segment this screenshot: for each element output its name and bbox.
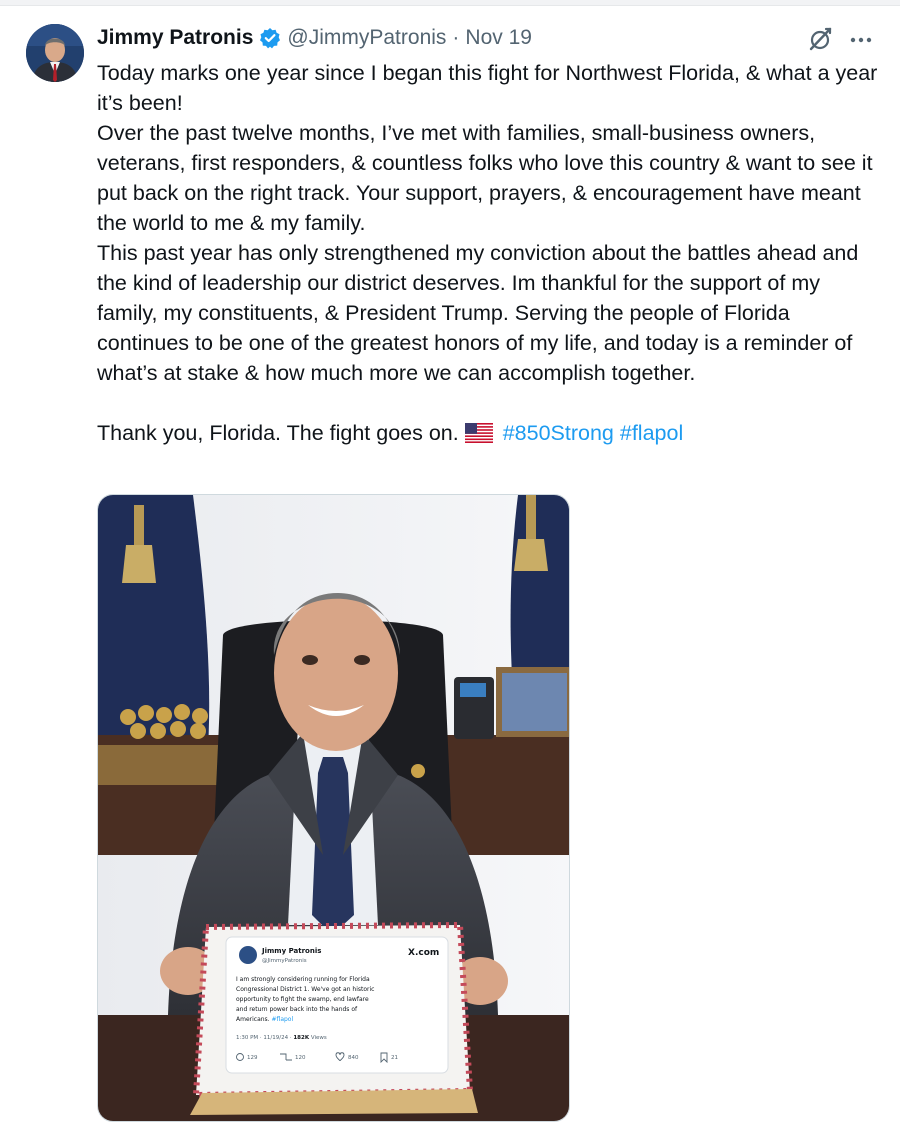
author-handle[interactable]: @JimmyPatronis: [287, 26, 447, 49]
cake-card-likes: 840: [348, 1055, 359, 1061]
cake-card-meta: [236, 1035, 327, 1041]
tweet[interactable]: [0, 6, 900, 1129]
cake-card-views: 182K: [293, 1035, 310, 1041]
grok-icon[interactable]: [806, 24, 836, 54]
tweet-closing-line: [97, 418, 882, 448]
hashtag-850strong[interactable]: #850Strong: [502, 421, 614, 445]
tweet-paragraph: Today marks one year since I began this fight for Northwest Florida, & what a year it’s been!: [97, 61, 878, 115]
post-photo[interactable]: [97, 494, 570, 1122]
hashtag-flapol[interactable]: #flapol: [619, 421, 684, 445]
cake-card-text-line: and return power back into the hands of: [236, 1006, 358, 1013]
tweet-paragraph: This past year has only strengthened my conviction about the battles ahead and the kind of leadership our district deserves. Im thankful for the support of my family, my constituents, & President Trump. Serving the people of Florida continues to be one of the greatest honors of my life, and today is a reminder of what’s at stake & how much more we can accomplish together.: [97, 241, 859, 385]
cake-card-handle: @JimmyPatronis: [262, 958, 307, 964]
cake-card-reposts: 120: [295, 1055, 306, 1061]
cake-card-text-line: opportunity to fight the swamp, end lawfare: [236, 996, 369, 1003]
cake-card-last-line: [236, 1016, 293, 1023]
tweet-paragraph: Over the past twelve months, I’ve met with families, small-business owners, veterans, first responders, & countless folks who love this country & want to see it put back on the right track. Your support, prayers, & encouragement have meant the world to me & my family.: [97, 121, 873, 235]
author-name[interactable]: Jimmy Patronis: [97, 26, 254, 49]
cake-card-views-label: Views: [310, 1035, 327, 1041]
cake-card-time: 1:30 PM · 11/19/24 ·: [236, 1035, 292, 1041]
tweet-text: [97, 58, 882, 448]
cake-card-bookmarks: 21: [391, 1055, 398, 1061]
tweet-header: [97, 24, 532, 52]
avatar[interactable]: [26, 24, 84, 82]
cake-card-text-line: I am strongly considering running for Florida: [236, 976, 370, 983]
post-date[interactable]: Nov 19: [465, 26, 532, 49]
us-flag-icon: [465, 421, 493, 441]
cake-card-replies: 129: [247, 1055, 258, 1061]
cake-card-brand: X.com: [408, 948, 440, 958]
cake-card-name: Jimmy Patronis: [262, 947, 322, 955]
cake-card-text-line: Congressional District 1. We've got an historic: [236, 986, 375, 993]
cake-card-hashtag: #flapol: [271, 1016, 294, 1023]
closing-text: Thank you, Florida. The fight goes on.: [97, 421, 459, 445]
cake-card-last-word: Americans.: [236, 1016, 270, 1023]
more-options-icon[interactable]: [846, 24, 876, 54]
verified-badge-icon: [259, 27, 281, 49]
header-separator: ·: [452, 26, 460, 49]
